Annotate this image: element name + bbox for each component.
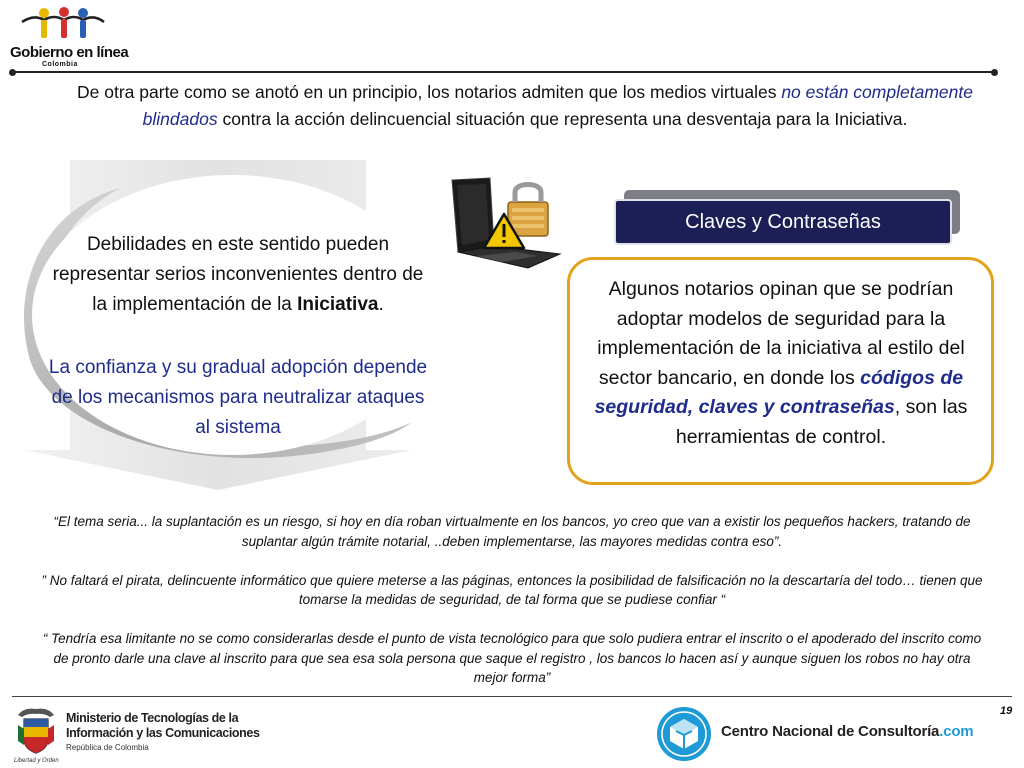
coat-of-arms-icon [14, 705, 58, 761]
laptop-security-icon [446, 176, 568, 276]
quote-3: “ Tendría esa limitante no se como considerarlas desde el punto de vista tecnológico para que solo pudiera entrar el inscrito o el apoderado del inscrito como de pronto darle una clave al inscrito para que sea esa sola persona que saque el registro , los bancos lo hacen así y aunque siguen los robos no hay otra mejor forma” [42, 631, 982, 685]
gobierno-en-linea-logo [8, 4, 129, 68]
logo-title: Gobierno en línea [10, 44, 129, 61]
page-number: 19 [1000, 705, 1013, 717]
logo-country: Colombia [42, 61, 78, 68]
people-figures-icon [20, 6, 106, 42]
claves-contrasenas-label: Claves y Contraseñas [614, 199, 952, 245]
weakness-text: Debilidades en este sentido pueden representar serios inconvenientes dentro de la implementación de la Iniciativa. [52, 234, 424, 315]
quote-1: “El tema seria... la suplantación es un riesgo, si hoy en día roban virtualmente en los bancos, yo creo que van a existir los pequeños hackers, tratando de suplantar algún trámite notarial, ..deben implementarse, las mayores medidas contra eso”. [53, 514, 971, 549]
cnc-logo-icon [656, 706, 712, 762]
bottom-divider [12, 696, 1012, 697]
notary-opinion-text: Algunos notarios opinan que se podrían adoptar modelos de seguridad para la implementación de la iniciativa al estilo del sector bancario, en donde los códigos de seguridad, claves y contraseñas, son las herramientas de control. [594, 278, 968, 448]
cnc-brand-text: Centro Nacional de Consultoría.com [721, 723, 974, 740]
notary-quotes [40, 512, 984, 707]
ministry-line-2: Información y las Comunicaciones [66, 726, 260, 740]
quote-2: ” No faltará el pirata, delincuente informático que quiere meterse a las páginas, entonces la posibilidad de falsificación no la descartaría del todo… tienen que tomarse la medidas de seguridad, de tal forma que se pudiese confiar “ [41, 572, 983, 607]
security-codes-emphasis: códigos de seguridad, claves y contraseñas [594, 366, 964, 418]
divider-dot-left [9, 69, 16, 76]
motto-text: Libertad y Orden [14, 758, 59, 764]
mintic-logo [12, 705, 260, 765]
divider-dot-right [991, 69, 998, 76]
intro-paragraph: De otra parte como se anotó en un principio, los notarios admiten que los medios virtuales no están completamente blindados contra la acción delincuencial situación que representa una desventaja para la Iniciativa. [77, 82, 973, 129]
ministry-line-3: República de Colombia [66, 743, 149, 752]
trust-text: La confianza y su gradual adopción depende de los mecanismos para neutralizar ataques al sistema [48, 357, 428, 438]
ministry-line-1: Ministerio de Tecnologías de la [66, 710, 239, 726]
top-divider [12, 71, 996, 73]
intro-emphasis: no están completamente blindados [142, 82, 973, 129]
